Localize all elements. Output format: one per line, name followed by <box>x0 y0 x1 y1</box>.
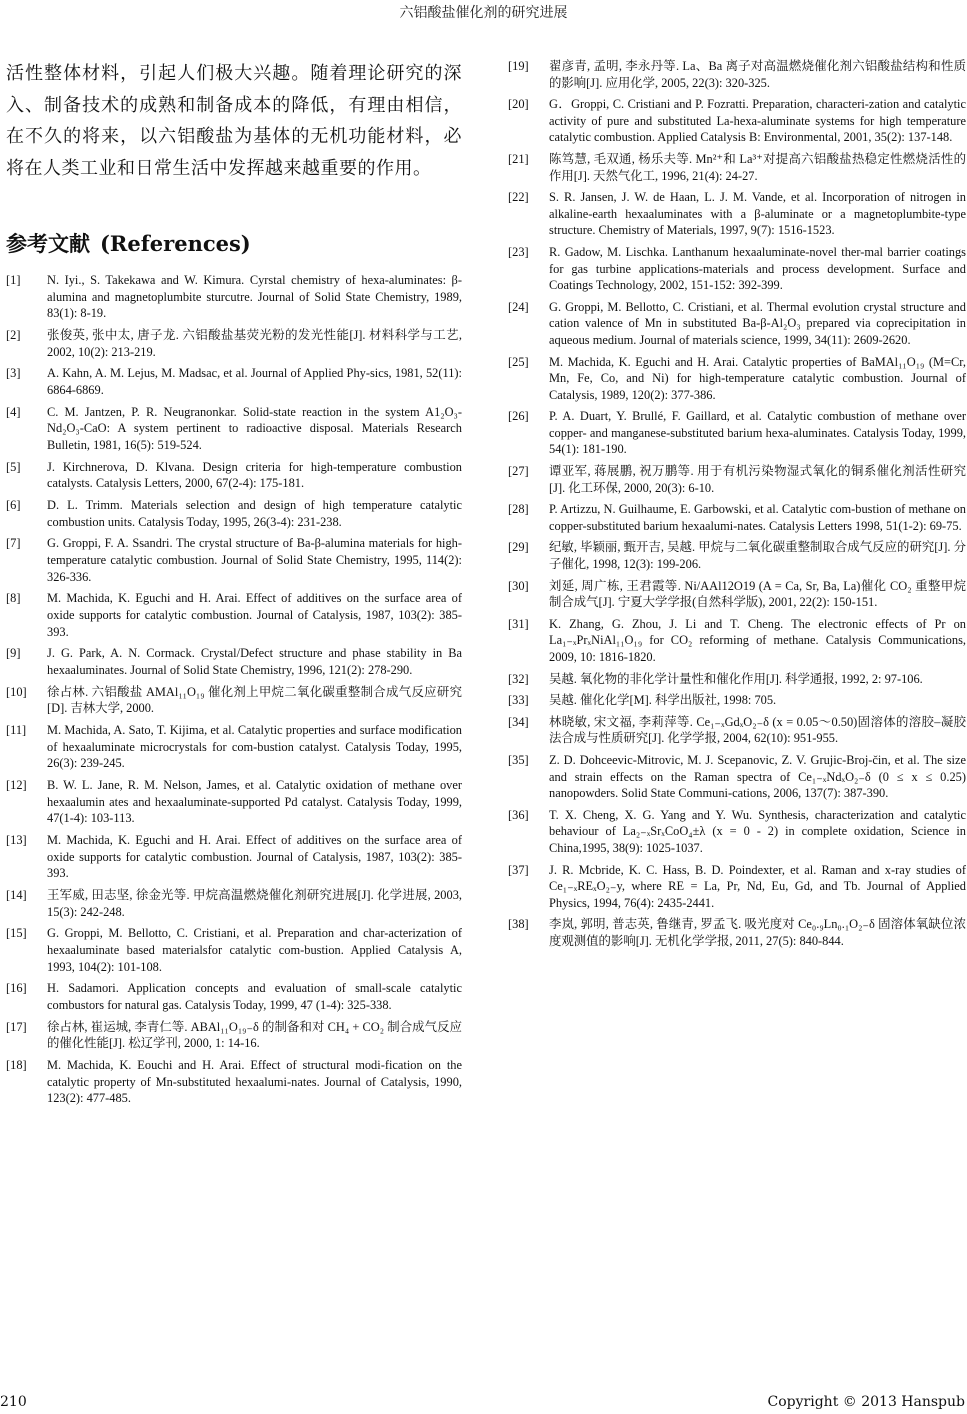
reference-text: D. L. Trimm. Materials selection and design of high temperature catalytic combustion units. Catalysis Today, 1995, 26(3-4): 231-238. <box>47 498 462 529</box>
reference-text: G．Groppi, C. Cristiani and P. Fozratti. Preparation, characteri-zation and catalytic activity of pure and substituted La-hexa-aluminate systems for high temperature catalytic combustion. Applied Catalysis B: Environmental, 2001, 35(2): 137-148. <box>549 97 966 145</box>
reference-item <box>6 645 462 678</box>
reference-number: [5] <box>6 459 21 474</box>
reference-number: [3] <box>6 366 21 381</box>
reference-text: 陈笃慧, 毛双通, 杨乐夫等. Mn²⁺和 La³⁺对提高六铝酸盐热稳定性燃烧活性的作用[J]. 天然气化工, 1996, 21(4): 24-27. <box>549 151 966 183</box>
reference-number: [20] <box>508 97 529 112</box>
reference-item <box>508 463 966 496</box>
reference-text: 谭亚军, 蒋展鹏, 祝万鹏等. 用于有机污染物湿式氧化的铜系催化剂活性研究[J]. 化工环保, 2000, 20(3): 6-10. <box>549 464 966 495</box>
reference-item <box>508 916 966 949</box>
reference-item <box>508 616 966 666</box>
reference-item <box>508 96 966 146</box>
reference-number: [10] <box>6 684 27 699</box>
reference-number: [13] <box>6 833 27 848</box>
reference-number: [4] <box>6 404 21 419</box>
reference-text: Z. D. Dohceevic-Mitrovic, M. J. Scepanovic, Z. V. Grujic-Broj-čin, et al. The size and strain effects on the Raman spectra of Ce₁₋ₓNdₓO₂₋δ (0 ≤ x ≤ 0.25) nanopowders. Solid State Communi-cations, 2006, 137(7): 387-390. <box>549 752 966 801</box>
reference-number: [9] <box>6 646 21 661</box>
page-number: 210 <box>0 1394 27 1410</box>
reference-number: [38] <box>508 917 529 932</box>
reference-number: [17] <box>6 1019 27 1034</box>
reference-item <box>6 777 462 827</box>
reference-text: K. Zhang, G. Zhou, J. Li and T. Cheng. The electronic effects of Pr on La₁₋ₓPrₓNiAl₁₁O₁₉ for CO₂ reforming of methane. Catalysis Communications, 2009, 10: 1816-1820. <box>549 616 966 664</box>
reference-item <box>6 272 462 322</box>
reference-number: [27] <box>508 464 529 479</box>
copyright-notice: Copyright © 2013 Hanspub <box>767 1394 965 1410</box>
reference-number: [22] <box>508 190 529 205</box>
reference-text: J. G. Park, A. N. Cormack. Crystal/Defect structure and phase stability in Ba hexaaluminates. Journal of Solid State Chemistry, 1996, 121(2): 278-290. <box>47 646 462 677</box>
reference-number: [31] <box>508 616 529 631</box>
reference-item <box>6 684 462 717</box>
reference-number: [12] <box>6 778 27 793</box>
reference-item <box>508 862 966 912</box>
reference-item <box>6 365 462 398</box>
reference-item <box>508 539 966 572</box>
reference-item <box>508 671 966 688</box>
reference-number: [32] <box>508 671 529 686</box>
reference-text: 翟彦青, 孟明, 李永丹等. La、Ba 离子对高温燃烧催化剂六铝酸盐结构和性质的影响[J]. 应用化学, 2005, 22(3): 320-325. <box>549 59 966 90</box>
reference-item <box>508 189 966 239</box>
reference-number: [18] <box>6 1058 27 1073</box>
reference-item <box>508 807 966 857</box>
reference-number: [16] <box>6 981 27 996</box>
reference-item <box>508 501 966 534</box>
reference-item <box>6 832 462 882</box>
reference-number: [1] <box>6 273 21 287</box>
reference-item <box>508 244 966 294</box>
reference-text: 张俊英, 张中太, 唐子龙. 六铝酸盐基荧光粉的发光性能[J]. 材料科学与工艺, 2002, 10(2): 213-219. <box>47 327 462 359</box>
reference-number: [35] <box>508 752 529 767</box>
reference-text: P. Artizzu, N. Guilhaume, E. Garbowski, et al. Catalytic com-bustion of methane on copper-substituted barium hexaalumi-nates. Catalysis Letters 1998, 51(1-2): 69-75. <box>549 502 966 533</box>
reference-text: J. Kirchnerova, D. Klvana. Design criteria for high-temperature combustion catalysts. Catalysis Letters, 2000, 67(2-4): 175-181. <box>47 459 462 491</box>
reference-text: 徐占林, 崔运城, 李青仁等. ABAl₁₁O₁₉₋δ 的制备和对 CH₄ + CO₂ 制合成气反应的催化性能[J]. 松辽学刊, 2000, 1: 14-16. <box>47 1019 462 1051</box>
reference-text: M. Machida, K. Eguchi and H. Arai. Catalytic properties of BaMAl₁₁O₁₉ (M=Cr, Mn, Fe, Co, and Ni) for high-temperature catalytic combustion. Journal of Catalysis, 1989, 120(2): 377-386. <box>549 354 966 402</box>
reference-text: 纪敏, 毕颖丽, 甄开吉, 吴越. 甲烷与二氧化碳重整制取合成气反应的研究[J]. 分子催化, 1998, 12(3): 199-206. <box>549 540 966 572</box>
reference-item <box>6 925 462 975</box>
reference-text: G. Groppi, M. Bellotto, C. Cristiani, et al. Preparation and char-acterization of hexaaluminate based materialsfor catalytic com-bustion. Applied Catalysis A, 1993, 104(2): 101-108. <box>47 926 462 974</box>
reference-text: R. Gadow, M. Lischka. Lanthanum hexaaluminate-novel ther-mal barrier coatings for gas turbine applications-materials and process development. Surface and Coatings Technology, 2002, 151-152: 392-399. <box>549 244 966 293</box>
reference-text: S. R. Jansen, J. W. de Haan, L. J. M. Vande, et al. Incorporation of nitrogen in alkaline-earth hexaaluminates with a β-aluminate or a magnetoplumbite-type structure. Chemistry of Materials, 1997, 9(7): 1516-1523. <box>549 190 966 238</box>
reference-number: [29] <box>508 540 529 555</box>
reference-item <box>508 151 966 184</box>
reference-text: 吴越. 氧化物的非化学计量性和催化作用[J]. 科学通报, 1992, 2: 97-106. <box>549 671 923 686</box>
reference-text: M. Machida, K. Eguchi and H. Arai. Effect of additives on the surface area of oxide supports for catalytic combustion. Journal of Catalysis, 1987, 103(2): 385-393. <box>47 591 462 639</box>
reference-number: [24] <box>508 299 529 314</box>
reference-item <box>6 535 462 585</box>
reference-number: [34] <box>508 714 529 729</box>
reference-item <box>508 578 966 611</box>
reference-item <box>6 497 462 530</box>
reference-item <box>508 299 966 349</box>
reference-number: [2] <box>6 327 21 342</box>
reference-text: A. Kahn, A. M. Lejus, M. Madsac, et al. Journal of Applied Phy-sics, 1981, 52(11): 6864-6869. <box>47 366 462 397</box>
reference-number: [14] <box>6 888 27 903</box>
reference-list-left <box>6 272 462 1107</box>
reference-item <box>508 752 966 802</box>
reference-text: 林晓敏, 宋文福, 李莉萍等. Ce₁₋ₓGdₓO₂₋δ (x = 0.05～0.50)固溶体的溶胶–凝胶法合成与性质研究[J]. 化学学报, 2004, 62(10): 951-955. <box>549 714 966 746</box>
reference-item <box>6 722 462 772</box>
reference-text: B. W. L. Jane, R. M. Nelson, James, et al. Catalytic oxidation of methane over hexaalumin ates and hexaaluminate-supported Pd catalyst. Catalysis Today, 1999, 47(1-4): 103-113. <box>47 778 462 826</box>
reference-text: 徐占林. 六铝酸盐 AMAl₁₁O₁₉ 催化剂上甲烷二氧化碳重整制合成气反应研究[D]. 吉林大学, 2000. <box>47 684 462 716</box>
reference-item <box>508 692 966 709</box>
reference-number: [37] <box>508 862 529 877</box>
reference-item <box>508 58 966 91</box>
references-heading-en: (References) <box>100 231 251 256</box>
reference-item <box>6 590 462 640</box>
reference-text: M. Machida, A. Sato, T. Kijima, et al. Catalytic properties and surface modification of hexaaluminate microcrystals for com-bustion catalyst. Catalysis Today, 1995, 26(3): 239-245. <box>47 723 462 771</box>
reference-number: [6] <box>6 498 21 513</box>
reference-number: [30] <box>508 578 529 593</box>
reference-number: [23] <box>508 244 529 259</box>
reference-text: 刘延, 周广栋, 王君霞等. Ni/AAl12O19 (A = Ca, Sr, Ba, La)催化 CO₂ 重整甲烷制合成气[J]. 宁夏大学学报(自然科学版), 2001, 22(2): 150-151. <box>549 578 966 610</box>
running-header: 六铝酸盐催化剂的研究进展 <box>399 5 568 21</box>
reference-number: [28] <box>508 502 529 517</box>
reference-item <box>6 1057 462 1107</box>
reference-text: 王军威, 田志坚, 徐金光等. 甲烷高温燃烧催化剂研究进展[J]. 化学进展, 2003, 15(3): 242-248. <box>47 888 462 919</box>
reference-item <box>6 980 462 1013</box>
reference-text: C. M. Jantzen, P. R. Neugranonkar. Solid-state reaction in the system A1₂O₃-Nd₂O₃-CaO: A system pertinent to radioactive disposal. Materials Research Bulletin, 1981, 16(5): 519-524. <box>47 404 462 452</box>
reference-item <box>6 327 462 360</box>
reference-number: [21] <box>508 151 529 166</box>
reference-item <box>6 1019 462 1052</box>
reference-text: M. Machida, K. Eouchi and H. Arai. Effect of structural modi-fication on the catalytic property of Mn-substituted hexaalumi-nates. Journal of Catalysis, 1990, 123(2): 477-485. <box>47 1058 462 1106</box>
reference-text: N. Iyi., S. Takekawa and W. Kimura. Cyrstal chemistry of hexa-aluminates: β-alumina and magnetoplumbite sturcutre. Journal of Solid State Chemistry, 1989, 83(1): 8-19. <box>47 273 462 321</box>
reference-number: [15] <box>6 926 27 941</box>
reference-item <box>6 887 462 920</box>
reference-item <box>508 408 966 458</box>
reference-number: [11] <box>6 723 27 738</box>
reference-item <box>6 459 462 492</box>
reference-item <box>508 714 966 747</box>
reference-number: [8] <box>6 591 21 606</box>
reference-text: G. Groppi, F. A. Ssandri. The crystal structure of Ba-β-alumina materials for high-temperature catalytic combustion. Journal of Solid State Chemistry, 1995, 114(2): 326-336. <box>47 536 462 584</box>
reference-text: M. Machida, K. Eguchi and H. Arai. Effect of additives on the surface area of oxide supports for catalytic combustion. Journal of Catalysis, 1987, 103(2): 385-393. <box>47 833 462 881</box>
reference-list-right <box>508 58 966 950</box>
reference-text: H. Sadamori. Application concepts and evaluation of small-scale catalytic combustors for natural gas. Catalysis Today, 1999, 47 (1-4): 325-338. <box>47 981 462 1012</box>
references-heading <box>6 228 462 258</box>
reference-number: [25] <box>508 354 529 369</box>
reference-text: 吴越. 催化化学[M]. 科学出版社, 1998: 705. <box>549 693 777 708</box>
reference-text: T. X. Cheng, X. G. Yang and Y. Wu. Synthesis, characterization and catalytic behaviour of La₂₋ₓSrₓCoO₄±λ (x = 0 - 2) in complete oxidation, Science in China,1995, 38(9): 1025-1037. <box>549 807 966 855</box>
left-column <box>6 58 462 1112</box>
reference-number: [26] <box>508 409 529 424</box>
reference-text: P. A. Duart, Y. Brullé, F. Gaillard, et al. Catalytic combustion of methane over copper- and manganese-substituted barium hexa-aluminates. Catalysis Today, 1999, 54(1): 181-190. <box>549 409 966 457</box>
reference-number: [36] <box>508 807 529 822</box>
reference-item <box>508 354 966 404</box>
reference-text: G. Groppi, M. Bellotto, C. Cristiani, et al. Thermal evolution crystal structure and cation valence of Mn in substituted Ba-β-Al₂O₃ prepared via coprecipitation in aqueous medium. Journal of materials science, 1999, 34(11): 2609-2620. <box>549 299 966 347</box>
reference-item <box>6 404 462 454</box>
intro-paragraph: 活性整体材料，引起人们极大兴趣。随着理论研究的深入、制备技术的成熟和制备成本的降低，有理由相信，在不久的将来，以六铝酸盐为基体的无机功能材料，必将在人类工业和日常生活中发挥越来越重要的作用。 <box>6 63 462 179</box>
right-column <box>508 58 966 955</box>
reference-text: J. R. Mcbride, K. C. Hass, B. D. Poindexter, et al. Raman and x-ray studies of Ce₁₋ₓREₓO₂₋y, where RE = La, Pr, Nd, Eu, Gd, and Tb. Journal of Applied Physics, 1994, 76(4): 2435-2441. <box>549 862 966 910</box>
references-heading-zh: 参考文献 <box>6 231 90 256</box>
reference-number: [19] <box>508 59 529 73</box>
reference-text: 李岚, 郭明, 普志英, 鲁继青, 罗孟飞. 吸光度对 Ce₀.₉Ln₀.₁O₂₋δ 固溶体氧缺位浓度观测值的影响[J]. 无机化学学报, 2011, 27(5): 840-844. <box>549 917 966 948</box>
reference-number: [33] <box>508 693 529 708</box>
reference-number: [7] <box>6 536 21 551</box>
